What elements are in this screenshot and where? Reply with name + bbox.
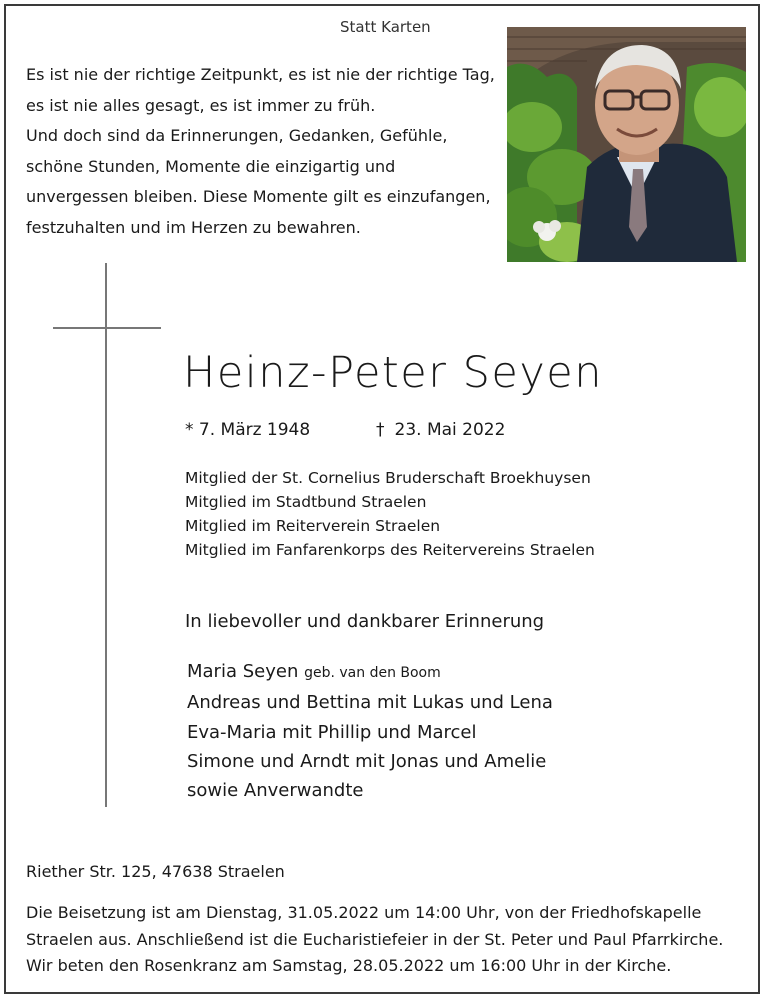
poem	[26, 60, 496, 243]
birth-date: * 7. März 1948	[185, 420, 311, 440]
poem-line: Es ist nie der richtige Zeitpunkt, es ist nie der richtige Tag,	[26, 65, 495, 84]
family-member	[187, 657, 553, 688]
family-first-note: geb. van den Boom	[304, 665, 441, 681]
family-member: sowie Anverwandte	[187, 780, 364, 802]
membership-item: Mitglied der St. Cornelius Bruderschaft Broekhuysen	[185, 469, 591, 487]
header-note: Statt Karten	[340, 18, 431, 36]
cross-horizontal-bar	[53, 327, 161, 329]
poem-line: Und doch sind da Erinnerungen, Gedanken, Gefühle,	[26, 126, 448, 145]
poem-line: festzuhalten und im Herzen zu bewahren.	[26, 217, 361, 237]
poem-line: schöne Stunden, Momente die einzigartig und	[26, 156, 396, 176]
death-date-group	[376, 420, 505, 440]
remembrance-line: In liebevoller und dankbarer Erinnerung	[185, 611, 545, 632]
cross-vertical-bar	[105, 263, 107, 807]
family-member: Andreas und Bettina mit Lukas und Lena	[187, 692, 553, 714]
service-line: Die Beisetzung ist am Dienstag, 31.05.2022 um 14:00 Uhr, von der Friedhofskapelle	[26, 903, 702, 922]
poem-line: unvergessen bleiben. Diese Momente gilt es einzufangen,	[26, 187, 491, 206]
portrait-photo	[507, 27, 746, 262]
dagger-icon: †	[376, 420, 385, 440]
family-first-name: Maria Seyen	[187, 661, 299, 682]
service-info	[26, 900, 723, 980]
poem-line: es ist nie alles gesagt, es ist immer zu früh.	[26, 95, 376, 115]
family-list	[187, 657, 553, 805]
membership-item: Mitglied im Stadtbund Straelen	[185, 493, 427, 511]
service-line: Straelen aus. Anschließend ist die Eucharistiefeier in der St. Peter und Paul Pfarrkirche.	[26, 929, 724, 949]
membership-item: Mitglied im Fanfarenkorps des Reitervereins Straelen	[185, 541, 595, 559]
service-line: Wir beten den Rosenkranz am Samstag, 28.05.2022 um 16:00 Uhr in der Kirche.	[26, 956, 672, 975]
membership-list	[185, 466, 595, 562]
deceased-name: Heinz-Peter Seyen	[183, 348, 603, 398]
address: Riether Str. 125, 47638 Straelen	[26, 862, 285, 881]
family-member: Simone und Arndt mit Jonas und Amelie	[187, 750, 547, 772]
family-member: Eva-Maria mit Phillip und Marcel	[187, 721, 477, 743]
death-date: 23. Mai 2022	[394, 420, 506, 440]
membership-item: Mitglied im Reiterverein Straelen	[185, 517, 441, 535]
